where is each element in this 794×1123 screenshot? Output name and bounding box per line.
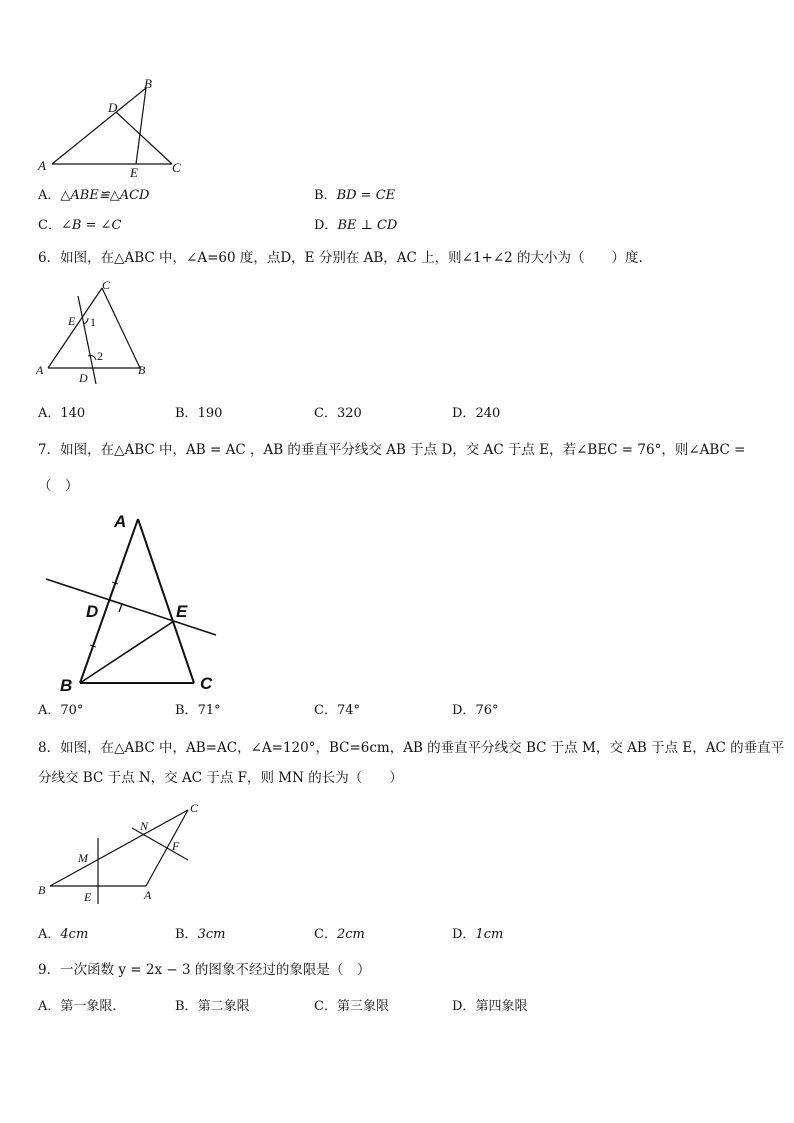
q6-option-b[interactable]: B．190 bbox=[175, 406, 223, 421]
q7-option-d[interactable]: D．76° bbox=[452, 703, 499, 718]
q8-label-f: F bbox=[172, 839, 180, 853]
q6-label-a: A bbox=[36, 363, 44, 377]
q7-label-c: C bbox=[200, 674, 213, 693]
q7-option-a[interactable]: A．70° bbox=[38, 703, 84, 718]
q9-option-a[interactable]: A．第一象限. bbox=[38, 999, 117, 1014]
q6-figure bbox=[34, 278, 164, 388]
q6-label-e: E bbox=[68, 314, 76, 328]
q5-label-d: D bbox=[108, 100, 118, 115]
q5-option-d[interactable]: D．BE ⊥ CD bbox=[314, 218, 398, 233]
q6-option-a[interactable]: A．140 bbox=[38, 406, 86, 421]
q9-option-c[interactable]: C．第三象限 bbox=[314, 999, 389, 1014]
q8-stem-line1: 8．如图，在△ABC 中，AB=AC，∠A=120°，BC=6cm，AB 的垂直平分线交 BC 于点 M，交 AB 于点 E，AC 的垂直平 bbox=[38, 740, 785, 756]
q5-label-b: B bbox=[144, 76, 152, 91]
q6-stem: 6．如图，在△ABC 中，∠A=60 度，点D，E 分别在 AB，AC 上，则∠1+∠2 的大小为（ ）度. bbox=[38, 250, 643, 266]
q7-option-b[interactable]: B．71° bbox=[175, 703, 221, 718]
q7-label-d: D bbox=[86, 602, 99, 621]
q8-label-e: E bbox=[84, 890, 92, 904]
q8-label-m: M bbox=[78, 851, 88, 865]
q5-figure bbox=[36, 74, 196, 180]
q7-label-e: E bbox=[176, 602, 188, 621]
q8-option-a[interactable]: A．4cm bbox=[38, 927, 89, 942]
q8-label-n: N bbox=[140, 819, 149, 833]
q8-option-d[interactable]: D．1cm bbox=[452, 927, 504, 942]
q7-option-c[interactable]: C．74° bbox=[314, 703, 360, 718]
q6-option-d[interactable]: D．240 bbox=[452, 406, 501, 421]
q5-option-c[interactable]: C．∠B = ∠C bbox=[38, 218, 122, 233]
q9-option-d[interactable]: D．第四象限 bbox=[452, 999, 528, 1014]
q6-angle-1: 1 bbox=[90, 315, 96, 329]
q8-label-c: C bbox=[190, 801, 199, 815]
q7-label-a: A bbox=[114, 512, 127, 531]
q6-label-c: C bbox=[102, 278, 111, 292]
q5-label-a: A bbox=[38, 158, 46, 173]
q8-option-c[interactable]: C．2cm bbox=[314, 927, 365, 942]
q8-stem-line2: 分线交 BC 于点 N，交 AC 于点 F，则 MN 的长为（ ） bbox=[38, 770, 403, 786]
q6-label-b: B bbox=[138, 363, 146, 377]
q6-angle-2: 2 bbox=[97, 349, 103, 363]
q6-label-d: D bbox=[79, 371, 88, 385]
q9-stem: 9．一次函数 y = 2x − 3 的图象不经过的象限是（ ） bbox=[38, 962, 371, 978]
q8-option-b[interactable]: B．3cm bbox=[175, 927, 226, 942]
q8-label-b: B bbox=[38, 883, 46, 897]
q5-label-e: E bbox=[130, 165, 138, 180]
q7-stem-line1: 7．如图，在△ABC 中，AB = AC ，AB 的垂直平分线交 AB 于点 D，交 AC 于点 E，若∠BEC = 76°，则∠ABC = bbox=[38, 442, 746, 458]
q6-option-c[interactable]: C．320 bbox=[314, 406, 362, 421]
q7-stem-line2: （ ） bbox=[38, 478, 79, 494]
q7-label-b: B bbox=[60, 676, 73, 695]
q5-option-a[interactable]: A．△ABE≌△ACD bbox=[38, 188, 150, 203]
q8-label-a: A bbox=[144, 888, 152, 902]
q9-option-b[interactable]: B．第二象限 bbox=[175, 999, 250, 1014]
q5-label-c: C bbox=[172, 160, 181, 175]
q8-figure bbox=[34, 798, 204, 908]
q7-figure bbox=[40, 505, 230, 695]
q5-option-b[interactable]: B．BD = CE bbox=[314, 188, 396, 203]
